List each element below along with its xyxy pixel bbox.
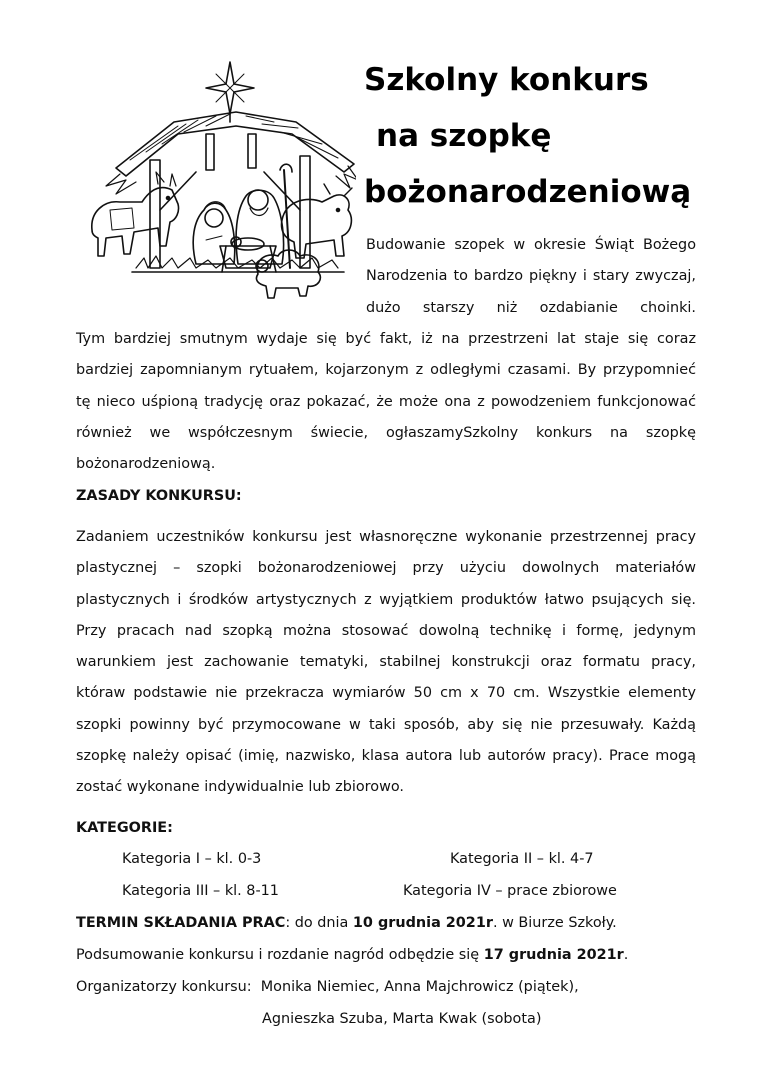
deadline-line <box>76 915 617 931</box>
summary-line <box>76 947 628 963</box>
organizers-label: Organizatorzy konkursu: <box>76 979 252 995</box>
title-line-3: bożonarodzeniową <box>364 174 692 210</box>
nativity-scene-icon <box>86 60 356 310</box>
title-line-2: na szopkę <box>376 118 552 154</box>
deadline-post: . w Biurze Szkoły. <box>492 915 617 931</box>
category-item: Kategoria III – kl. 8-11 <box>122 883 279 899</box>
intro-text: Tym bardziej smutnym wydaje się być fakt, iż na przestrzeni lat staje się coraz bardziej zapomnianym rytuałem, kojarzonym z odległymi czasami. By przypomnieć tę nieco uśpioną tradycję oraz pokazać, że może ona z powodzeniem funkcjonować również we współczesnym świecie, ogłaszamySzkolny konkurs na szopkę bożonarodzeniową. <box>76 331 696 473</box>
category-item: Kategoria IV – prace zbiorowe <box>403 883 617 899</box>
summary-date: 17 grudnia 2021r <box>483 947 624 963</box>
rules-heading: ZASADY KONKURSU: <box>76 488 242 504</box>
page-title <box>364 52 744 220</box>
deadline-pre: : do dnia <box>285 915 353 931</box>
organizers-names-2: Agnieszka Szuba, Marta Kwak (sobota) <box>262 1011 542 1027</box>
ox-icon <box>282 184 353 258</box>
intro-paragraph-start <box>366 230 696 324</box>
title-line-1: Szkolny konkurs <box>364 62 649 98</box>
rules-paragraph <box>76 522 696 804</box>
deadline-label: TERMIN SKŁADANIA PRAC <box>76 915 286 931</box>
deadline-date: 10 grudnia 2021r <box>352 915 493 931</box>
summary-post: . <box>623 947 629 963</box>
intro-line-3: dużo starszy niż ozdabianie choinki. <box>366 299 696 316</box>
category-item: Kategoria I – kl. 0-3 <box>122 851 262 867</box>
organizers-names-1: Monika Niemiec, Anna Majchrowicz (piątek), <box>260 979 579 995</box>
summary-pre: Podsumowanie konkursu i rozdanie nagród odbędzie się <box>76 947 484 963</box>
categories-heading: KATEGORIE: <box>76 820 173 836</box>
intro-line-1: Budowanie szopek w okresie Świąt Bożego <box>366 237 696 253</box>
category-item: Kategoria II – kl. 4-7 <box>450 851 594 867</box>
intro-paragraph-continued <box>76 324 696 480</box>
rules-text: Zadaniem uczestników konkursu jest własnoręczne wykonanie przestrzennej pracy plastycznej – szopki bożonarodzeniowej przy użyciu dowolnych materiałów plastycznych i środków artystycznych z wyjątkiem produktów łatwo psujących się. Przy pracach nad szopką można stosować dowolną technikę i formę, jedynym warunkiem jest zachowanie tematyki, stabilnej konstrukcji oraz formatu pracy, któraw podstawie nie przekracza wymiarów 50 cm x 70 cm. Wszystkie elementy szopki powinny być przymocowane w taki sposób, aby się nie przesuwały. Każdą szopkę należy opisać (imię, nazwisko, klasa autora lub autorów pracy). Prace mogą zostać wykonane indywidualnie lub zbiorowo. <box>76 529 696 796</box>
organizers-line <box>76 979 579 995</box>
donkey-icon <box>92 172 179 256</box>
intro-line-2: Narodzenia to bardzo piękny i stary zwyczaj, <box>366 268 696 285</box>
mary-figure-icon <box>193 202 235 264</box>
